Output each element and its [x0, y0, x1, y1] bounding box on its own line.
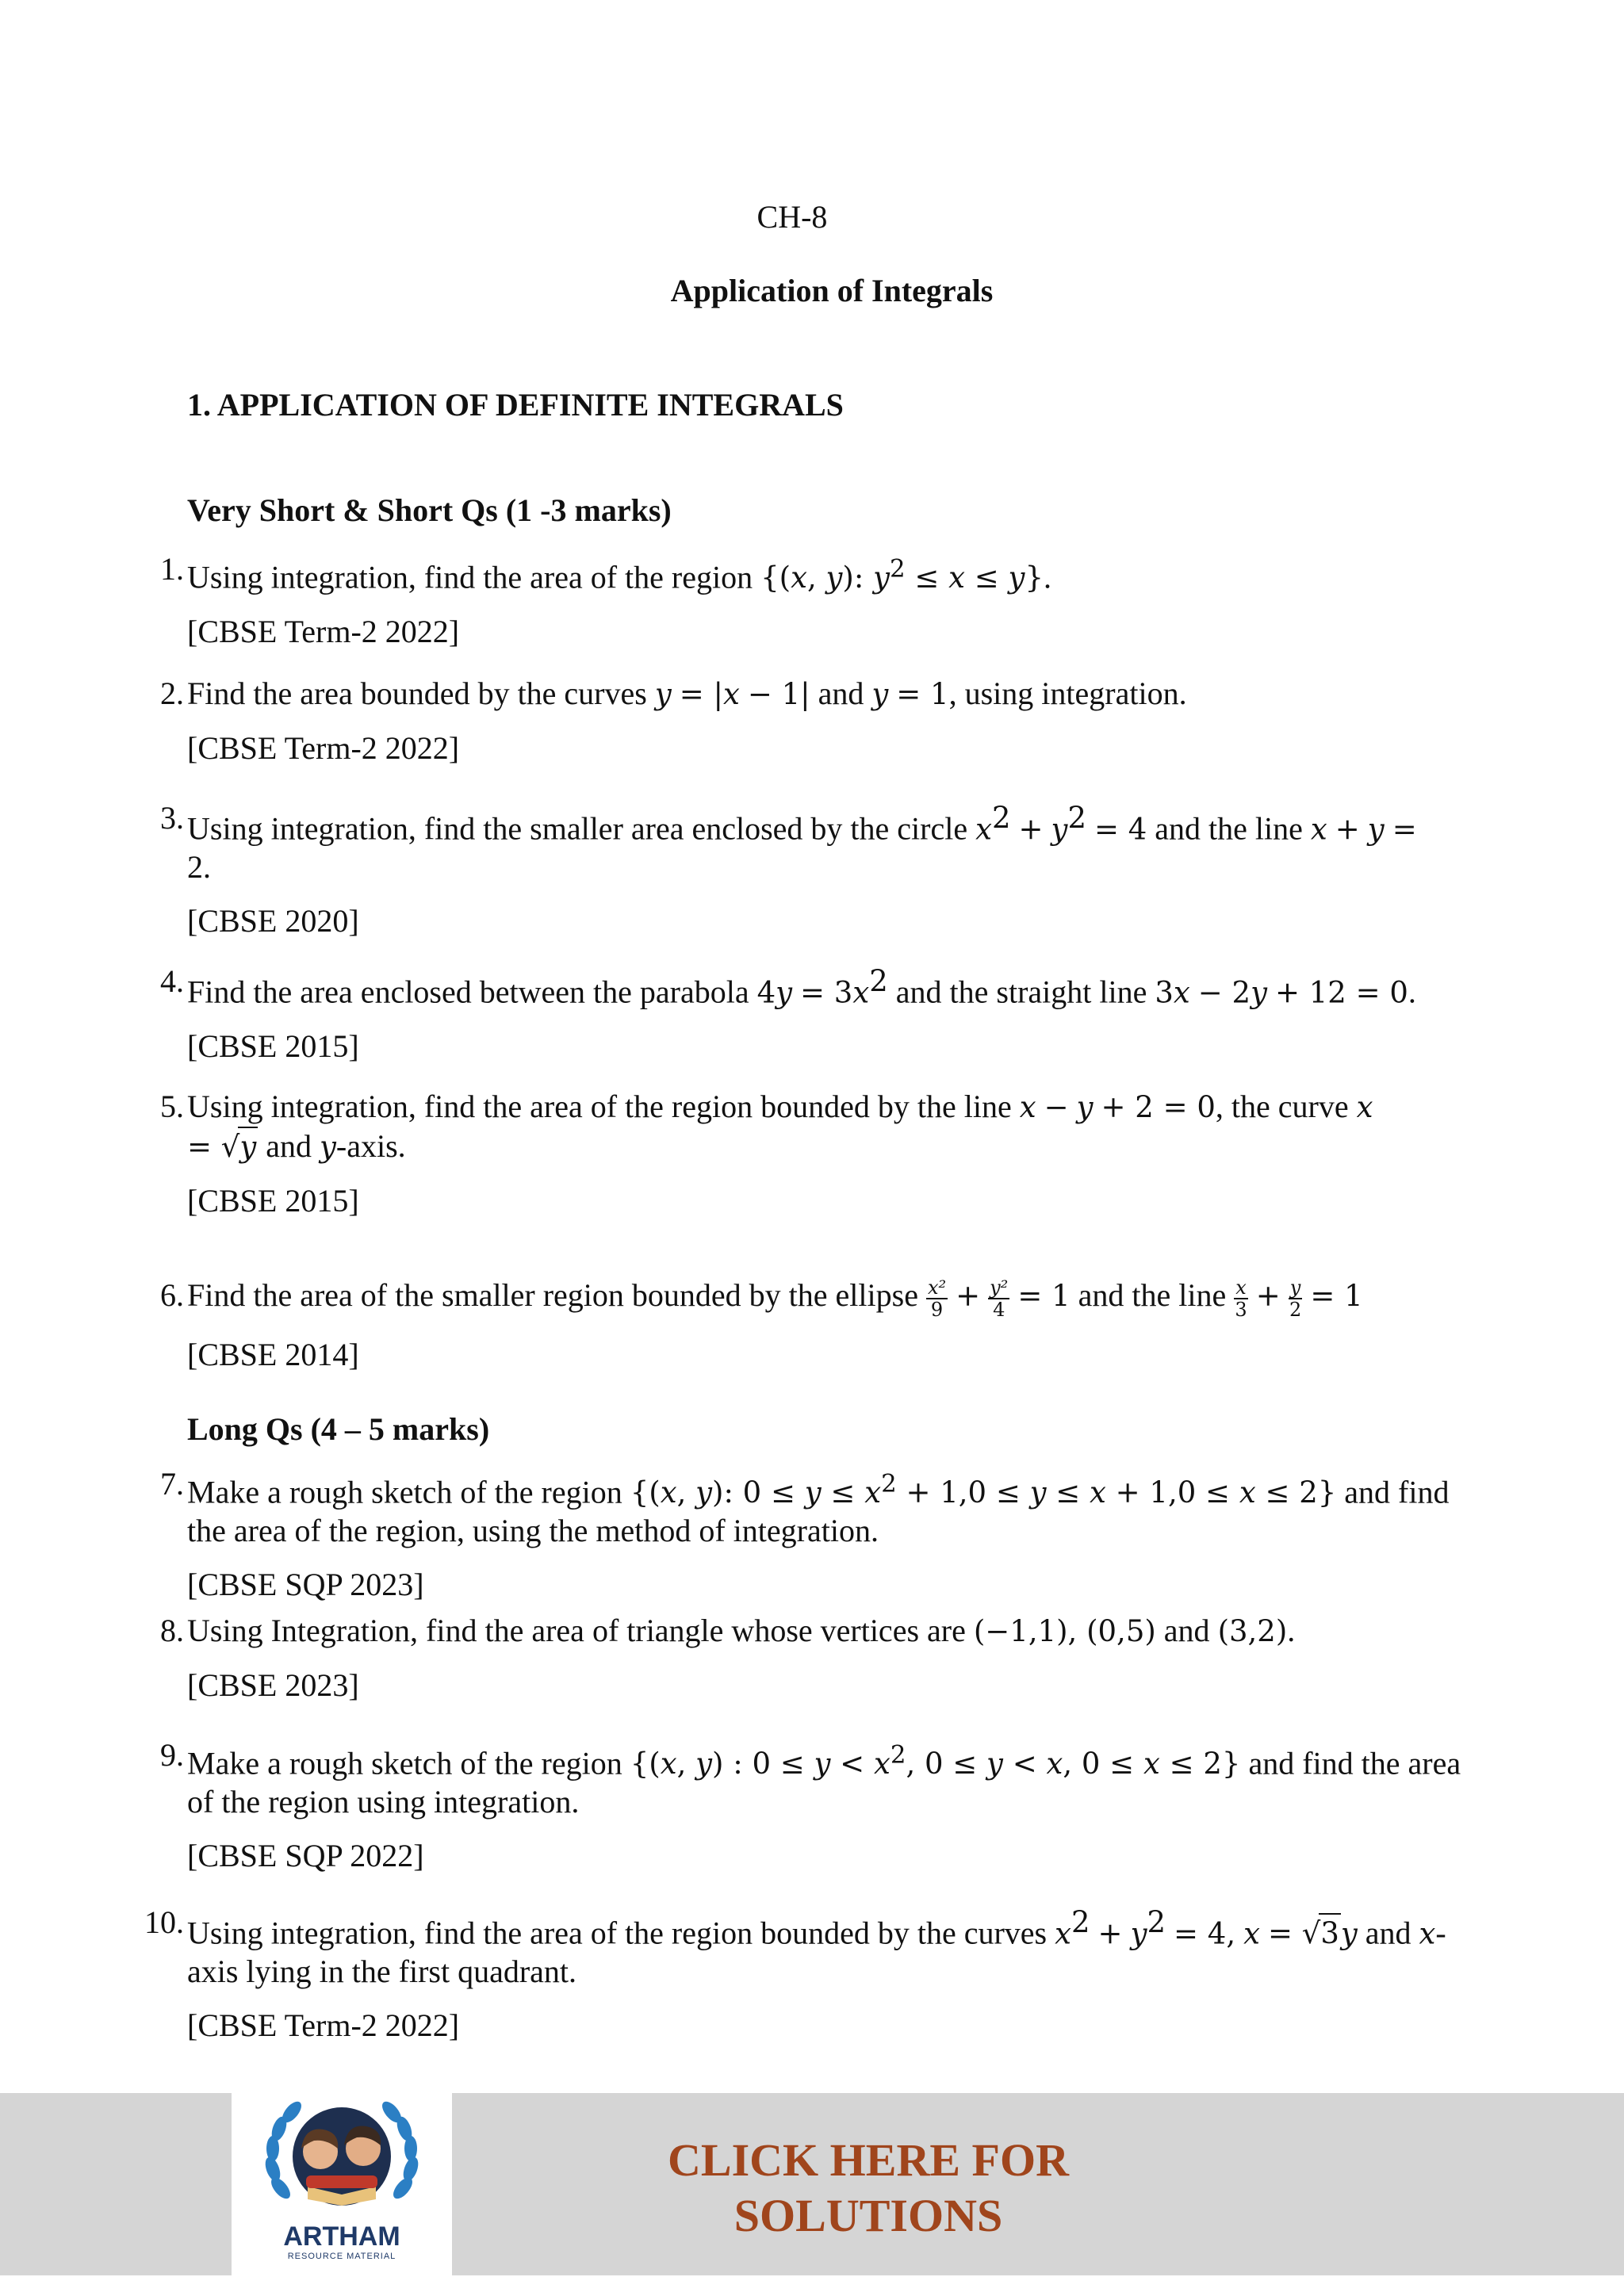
question-source: [CBSE 2014] [187, 1336, 359, 1372]
question-3 [136, 799, 1484, 940]
laurel-wreath-icon [232, 2093, 452, 2228]
question-6 [136, 1276, 1484, 1374]
question-text: Make a rough sketch of the region {(x, y): $0 \le y \le x^2 + 1,0 \le y \le x + 1,0 \le x \le 2$} and find the area of the region, using the method of integration. [187, 1470, 1450, 1549]
question-number: 7. [160, 1466, 184, 1502]
question-2 [136, 675, 1484, 767]
question-number: 3. [160, 800, 184, 836]
question-number: 6. [160, 1277, 184, 1313]
question-text: Using integration, find the area of the region {(x, y): $y^2 \le x \le y$}. [187, 555, 1051, 595]
question-source: [CBSE Term-2 2022] [187, 614, 460, 650]
question-number: 9. [160, 1737, 184, 1773]
page-title: Application of Integrals [670, 273, 994, 308]
cta-line-2: SOLUTIONS [733, 2190, 1003, 2241]
question-text: Find the area bounded by the curves y = |x − 1| and y = 1, using integration. [187, 675, 1187, 711]
question-9 [136, 1736, 1484, 1875]
question-text: Using Integration, find the area of triangle whose vertices are (−1,1), (0,5) and (3,2). [187, 1613, 1296, 1648]
cta-line-1: CLICK HERE FOR [668, 2134, 1069, 2186]
question-source: [CBSE 2023] [187, 1667, 359, 1703]
question-text: Using integration, find the area of the region bounded by the line x − y + 2 = 0, the curve x = √y and y-axis. [187, 1088, 1484, 1166]
question-number: 4. [160, 963, 184, 999]
question-7 [136, 1465, 1484, 1604]
question-text: Using integration, find the area of the region bounded by the curves $x^2 + y^2 = 4$, x = √3y and x- axis lying in the first quadrant. [187, 1905, 1446, 1990]
question-source: [CBSE 2020] [187, 903, 359, 939]
question-source: [CBSE 2015] [187, 1183, 359, 1219]
question-source: [CBSE SQP 2023] [187, 1567, 424, 1603]
subheading-long-questions: Long Qs (4 – 5 marks) [187, 1411, 490, 1447]
question-4 [136, 962, 1484, 1066]
solutions-banner[interactable] [0, 2093, 1624, 2275]
question-number: 5. [160, 1089, 184, 1124]
question-source: [CBSE 2015] [187, 1028, 359, 1065]
question-number: 10. [144, 1904, 184, 1940]
question-number: 2. [160, 675, 184, 711]
solutions-link[interactable] [611, 2133, 1126, 2244]
artham-logo [232, 2093, 452, 2275]
subheading-short-questions: Very Short & Short Qs (1 -3 marks) [187, 492, 672, 528]
chapter-label: CH-8 [756, 199, 828, 235]
question-5 [136, 1088, 1484, 1220]
question-source: [CBSE SQP 2022] [187, 1838, 424, 1874]
logo-tagline: RESOURCE MATERIAL [287, 2252, 396, 2261]
question-text: Make a rough sketch of the region {(x, y) : $0 \le y < x^2$, 0 ≤ y < x, 0 ≤ x ≤ 2} and find the area of the region using integration. [187, 1741, 1461, 1820]
question-text: Find the area of the smaller region bounded by the ellipse $\frac{\text{x²}}{9}$ + $\frac{\text{y²}}{4}$ = 1 and the line $\frac{x}{3}$ + $\frac{y}{2}$ = 1 [187, 1276, 1363, 1321]
question-text: Find the area enclosed between the parabola $4y = 3x^2$ and the straight line 3x − 2y + 12 = 0. [187, 964, 1416, 1010]
question-10 [136, 1904, 1484, 2045]
section-heading: 1. APPLICATION OF DEFINITE INTEGRALS [187, 387, 844, 423]
question-8 [136, 1612, 1484, 1705]
question-source: [CBSE Term-2 2022] [187, 2007, 460, 2044]
question-number: 8. [160, 1613, 184, 1648]
question-number: 1. [160, 551, 184, 587]
logo-name: ARTHAM [283, 2221, 400, 2252]
question-1 [136, 550, 1484, 651]
question-text: Using integration, find the smaller area enclosed by the circle $x^2 + y^2 = 4$ and the line x + y = 2. [187, 801, 1417, 886]
question-source: [CBSE Term-2 2022] [187, 730, 460, 766]
